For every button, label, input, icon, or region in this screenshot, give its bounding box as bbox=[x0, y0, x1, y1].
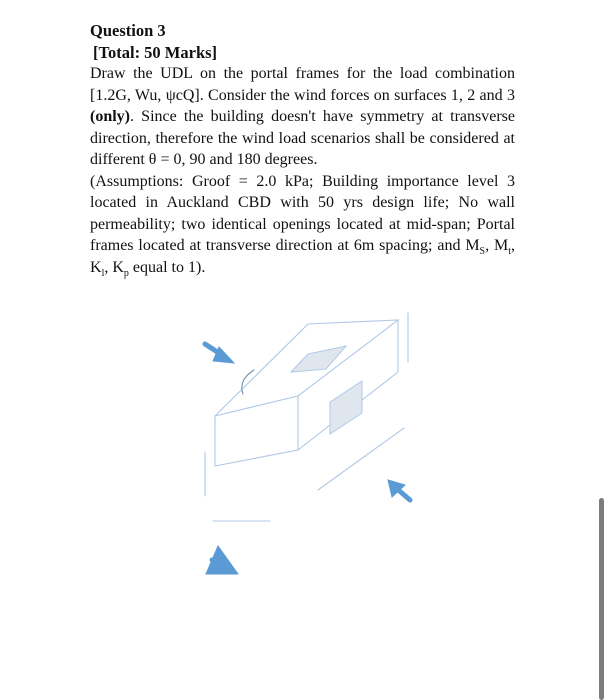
separator-2: , K bbox=[90, 237, 515, 276]
question-title: Question 3 bbox=[90, 21, 166, 40]
instructions-emphasis: (only) bbox=[90, 108, 130, 125]
wall-opening-panel bbox=[330, 381, 362, 434]
instructions-text-2: . Since the building doesn't have symmetry at transverse direction, therefore the wind load scenarios shall be considered at different θ = 0, 90 and 180 degrees. bbox=[90, 108, 515, 168]
wind-angle-arc bbox=[242, 370, 254, 394]
assumptions-text: (Assumptions: Groof = 2.0 kPa; Building importance level 3 located in Auckland CBD with 50 yrs design life; No wall permeability; two identical openings located at mid-span; Portal frames located at transverse direction at 6m spacing; and M bbox=[90, 172, 515, 254]
separator-1: , M bbox=[485, 237, 509, 254]
subscript-t: t bbox=[508, 246, 511, 258]
scrollbar[interactable] bbox=[599, 498, 604, 700]
subscript-s: S bbox=[479, 246, 486, 258]
question-marks: [Total: 50 Marks] bbox=[93, 43, 218, 62]
roof-opening-panel bbox=[291, 346, 346, 372]
separator-3: , K bbox=[104, 258, 124, 276]
subscript-p: p bbox=[123, 267, 129, 279]
assumptions-end: equal to 1). bbox=[128, 258, 206, 276]
subscript-l: l bbox=[101, 267, 105, 279]
instructions-text-1: Draw the UDL on the portal frames for the load combination [1.2G, Wu, ψcQ]. Consider the wind forces on surfaces 1, 2 and 3 bbox=[90, 65, 515, 104]
